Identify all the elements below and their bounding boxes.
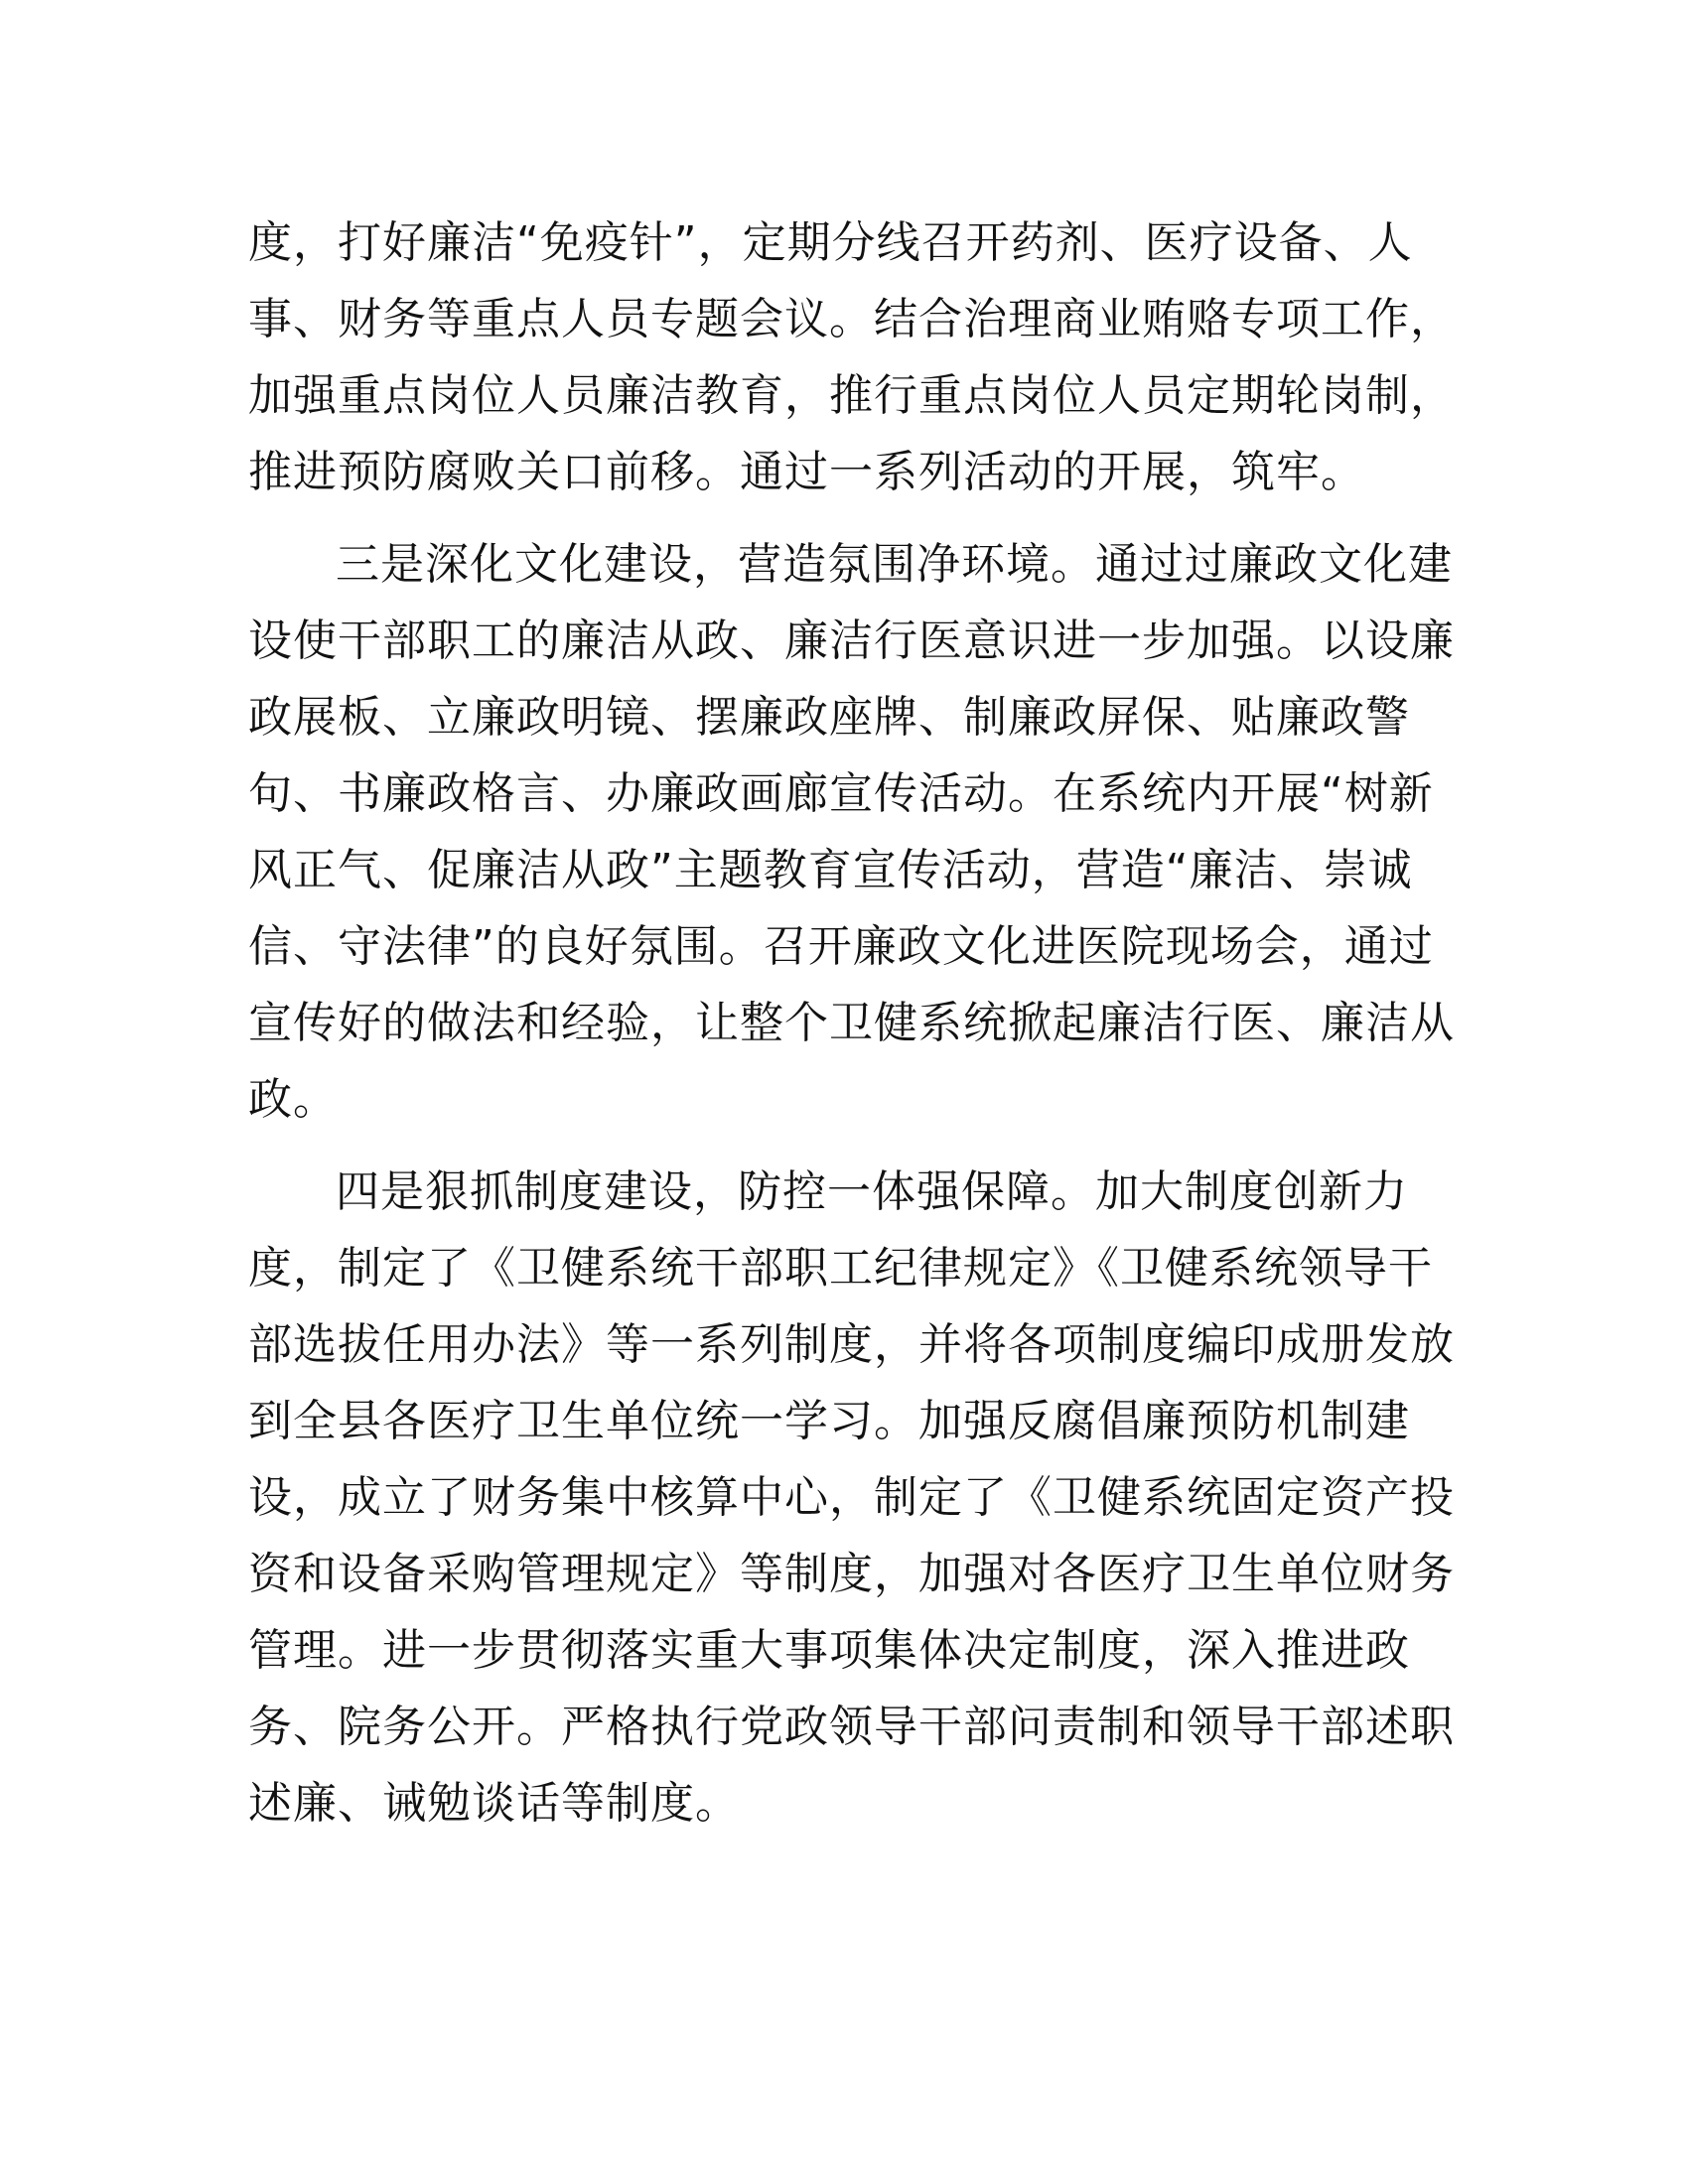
text-line: 述廉、诫勉谈话等制度。	[248, 1778, 740, 1829]
text-line: 政。	[248, 1074, 338, 1125]
text-line: 部选拔任用办法》等一系列制度，并将各项制度编印成册发放	[248, 1319, 1455, 1370]
document-body	[248, 205, 1455, 1842]
paragraph-culture-building	[248, 526, 1455, 1138]
paragraph-spacer	[248, 1138, 1440, 1154]
paragraph-continuation	[248, 205, 1455, 510]
text-line: 设，成立了财务集中核算中心，制定了《卫健系统固定资产投	[248, 1472, 1455, 1523]
text-line: 政展板、立廉政明镜、摆廉政座牌、制廉政屏保、贴廉政警	[248, 692, 1410, 743]
text-line: 加强重点岗位人员廉洁教育，推行重点岗位人员定期轮岗制，	[248, 370, 1455, 421]
text-line: 宣传好的做法和经验，让整个卫健系统掀起廉洁行医、廉洁从	[248, 998, 1455, 1048]
text-line: 四是狠抓制度建设，防控一体强保障。加大制度创新力	[336, 1166, 1408, 1217]
text-line: 事、财务等重点人员专题会议。结合治理商业贿赂专项工作，	[248, 294, 1455, 344]
text-line: 到全县各医疗卫生单位统一学习。加强反腐倡廉预防机制建	[248, 1396, 1410, 1446]
text-line: 句、书廉政格言、办廉政画廊宣传活动。在系统内开展“树新	[248, 768, 1434, 819]
text-line: 管理。进一步贯彻落实重大事项集体决定制度，深入推进政	[248, 1625, 1410, 1676]
text-line: 三是深化文化建设，营造氛围净环境。通过过廉政文化建	[336, 539, 1453, 590]
text-line: 务、院务公开。严格执行党政领导干部问责制和领导干部述职	[248, 1702, 1455, 1752]
text-line: 风正气、促廉洁从政”主题教育宣传活动，营造“廉洁、崇诚	[248, 845, 1413, 895]
text-line: 资和设备采购管理规定》等制度，加强对各医疗卫生单位财务	[248, 1549, 1455, 1599]
paragraph-spacer	[248, 510, 1440, 526]
text-line: 信、守法律”的良好氛围。召开廉政文化进医院现场会，通过	[248, 921, 1434, 972]
text-line: 度，制定了《卫健系统干部职工纪律规定》《卫健系统领导干	[248, 1243, 1433, 1294]
text-line: 推进预防腐败关口前移。通过一系列活动的开展，筑牢。	[248, 447, 1365, 497]
text-line: 度，打好廉洁“免疫针”，定期分线召开药剂、医疗设备、人	[248, 217, 1413, 268]
text-line: 设使干部职工的廉洁从政、廉洁行医意识进一步加强。以设廉	[248, 615, 1455, 666]
paragraph-system-building	[248, 1154, 1455, 1842]
